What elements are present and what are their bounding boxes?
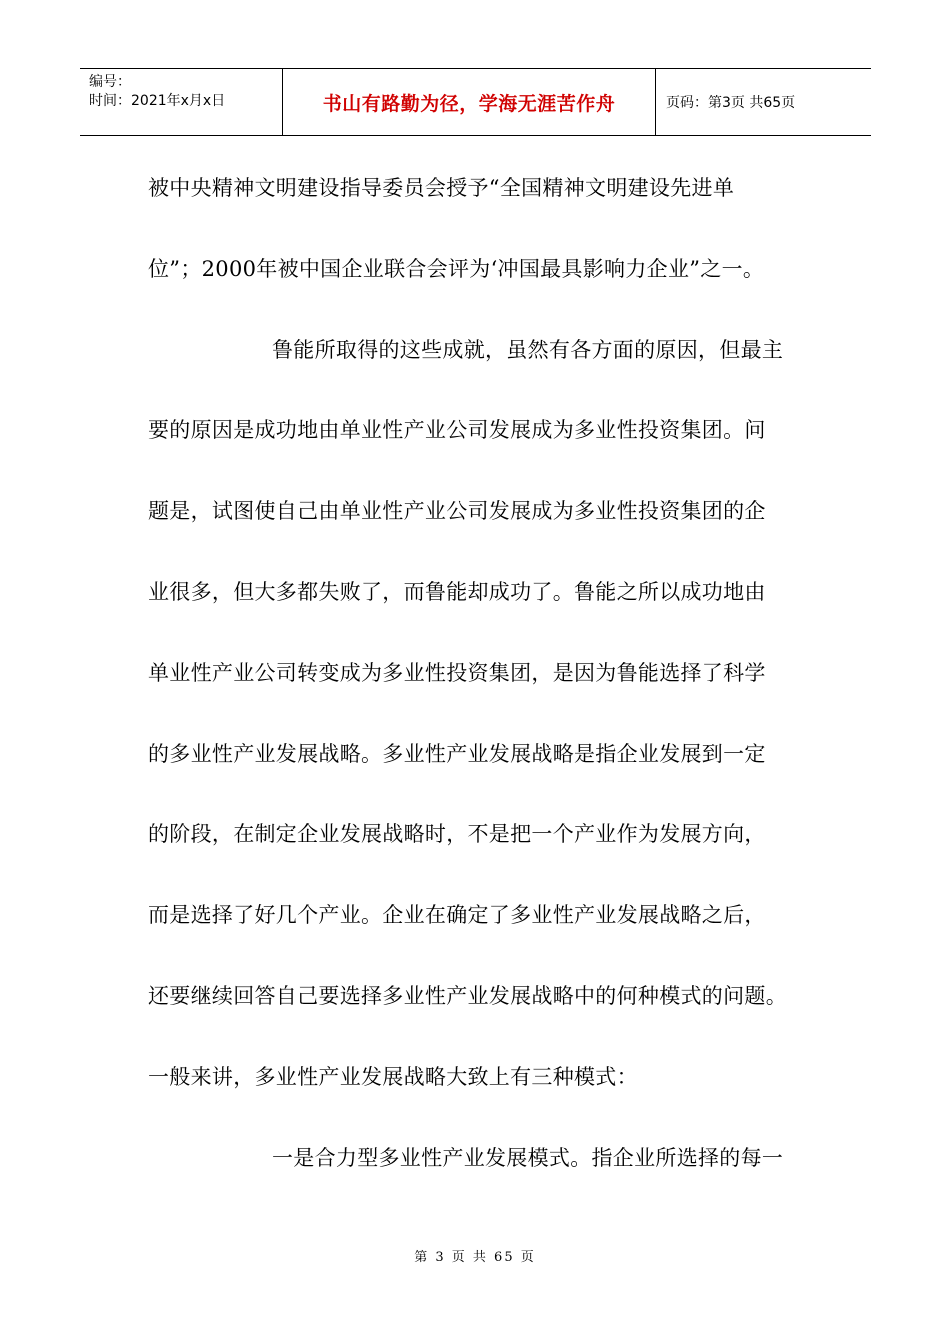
paragraph-line: 题是，试图使自己由单业性产业公司发展成为多业性投资集团的企 (148, 499, 766, 524)
paragraph-line: 要的原因是成功地由单业性产业公司发展成为多业性投资集团。问 (148, 418, 766, 443)
paragraph-line: 鲁能所取得的这些成就，虽然有各方面的原因，但最主 (272, 337, 784, 362)
paragraph-line: 业很多，但大多都失败了，而鲁能却成功了。鲁能之所以成功地由 (148, 579, 766, 604)
paragraph-line: 的阶段，在制定企业发展战略时，不是把一个产业作为发展方向， (148, 822, 766, 847)
header-meta (80, 69, 283, 135)
header-page-info: 页码：第3页 共65页 (666, 95, 796, 111)
document-body (148, 160, 808, 1210)
page-header (80, 68, 871, 136)
page-footer: 第 3 页 共 65 页 (414, 1250, 536, 1265)
paragraph-line: 还要继续回答自己要选择多业性产业发展战略中的何种模式的问题。 (148, 983, 787, 1008)
paragraph-line: 而是选择了好几个产业。企业在确定了多业性产业发展战略之后， (148, 903, 766, 928)
header-motto: 书山有路勤为径，学海无涯苦作舟 (283, 69, 656, 135)
paragraph-line: 位”；2000年被中国企业联合会评为‘冲国最具影响力企业”之一。 (148, 256, 765, 281)
paragraph-line: 的多业性产业发展战略。多业性产业发展战略是指企业发展到一定 (148, 741, 766, 766)
paragraph-line: 单业性产业公司转变成为多业性投资集团，是因为鲁能选择了科学 (148, 660, 766, 685)
document-number-label: 编号： (89, 74, 131, 90)
paragraph-line: 一是合力型多业性产业发展模式。指企业所选择的每一 (272, 1145, 784, 1170)
paragraph-line: 一般来讲，多业性产业发展战略大致上有三种模式： (148, 1064, 638, 1089)
document-date: 时间：2021年x月x日 (89, 93, 226, 109)
paragraph-line: 被中央精神文明建设指导委员会授予“全国精神文明建设先进单 (148, 176, 735, 200)
